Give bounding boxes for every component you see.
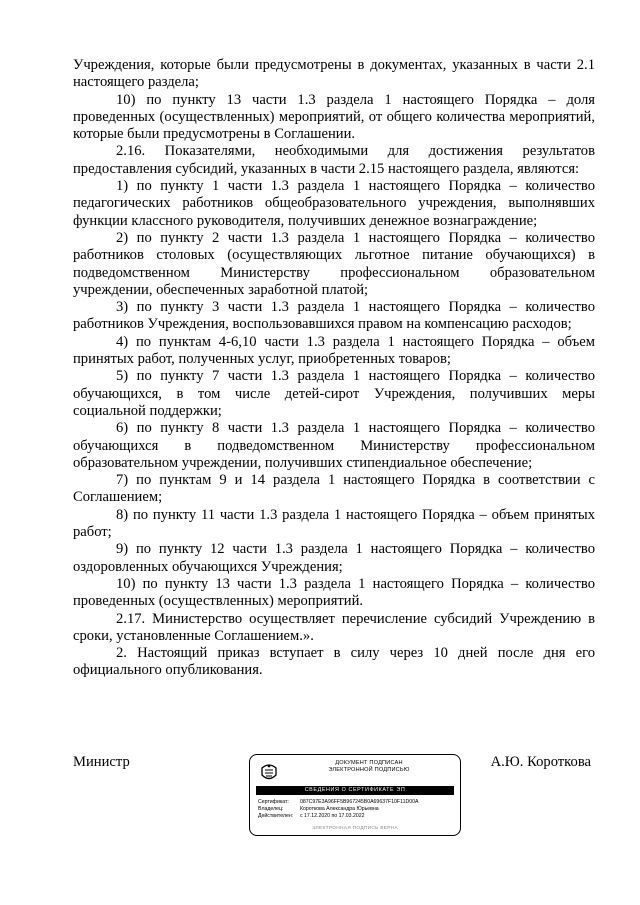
signer-name: А.Ю. Короткова	[490, 754, 591, 770]
paragraph: 9) по пункту 12 части 1.3 раздела 1 настоящего Порядка – количество оздоровленных обучающихся Учреждения;	[73, 541, 595, 575]
paragraph: 2) по пункту 2 части 1.3 раздела 1 настоящего Порядка – количество работников столовых (осуществляющих льготное питание обучающихся) в подведомственном Министерству профессиональном образовательном учреждении, обеспеченных заработной платой;	[73, 229, 595, 298]
document-body	[73, 57, 595, 680]
paragraph: 10) по пункту 13 части 1.3 раздела 1 настоящего Порядка – доля проведенных (осуществленных) мероприятий, от общего количества мероприятий, которые были предусмотрены в Соглашении.	[73, 91, 595, 143]
stamp-cert-value: 087C97E3A96FF5B967245B0A69637F10F11D00A	[300, 799, 419, 805]
paragraph: 2.17. Министерство осуществляет перечисление субсидий Учреждению в сроки, установленные Соглашением.».	[73, 610, 595, 644]
paragraph: 3) по пункту 3 части 1.3 раздела 1 настоящего Порядка – количество работников Учреждения, воспользовавшихся правом на компенсацию расходов;	[73, 299, 595, 333]
stamp-valid-label: Действителен:	[258, 813, 294, 819]
paragraph: 2.16. Показателями, необходимыми для достижения результатов предоставления субсидий, указанных в части 2.15 настоящего раздела, являются:	[73, 143, 595, 177]
stamp-footer: ЭЛЕКТРОННАЯ ПОДПИСЬ ВЕРНА	[311, 826, 399, 831]
paragraph: 7) по пунктам 9 и 14 раздела 1 настоящего Порядка в соответствии с Соглашением;	[73, 472, 595, 506]
emblem-icon	[258, 761, 280, 783]
paragraph: Учреждения, которые были предусмотрены в документах, указанных в части 2.1 настоящего раздела;	[73, 57, 595, 91]
paragraph: 1) по пункту 1 части 1.3 раздела 1 настоящего Порядка – количество педагогических работников общеобразовательного учреждения, выполнявших функции классного руководителя, получивших денежное вознаграждение;	[73, 178, 595, 229]
stamp-owner-row	[258, 806, 379, 812]
stamp-cert-label: Сертификат:	[258, 799, 289, 805]
stamp-bar: СВЕДЕНИЯ О СЕРТИФИКАТЕ ЭП	[256, 786, 454, 795]
stamp-header-line: ЭЛЕКТРОННОЙ ПОДПИСЬЮ	[328, 767, 410, 773]
paragraph: 8) по пункту 11 части 1.3 раздела 1 настоящего Порядка – объем принятых работ;	[73, 506, 595, 541]
stamp-owner-label: Владелец:	[258, 806, 284, 812]
paragraph: 6) по пункту 8 части 1.3 раздела 1 настоящего Порядка – количество обучающихся в подведомственном Министерству профессиональном образовательном учреждении, получивших стипендиальное обеспечение;	[73, 420, 595, 471]
stamp-valid-row	[258, 813, 365, 819]
signature-block	[73, 754, 595, 844]
stamp-header	[284, 760, 454, 774]
stamp-header-line: ДОКУМЕНТ ПОДПИСАН	[335, 760, 403, 766]
stamp-cert-row	[258, 799, 418, 805]
paragraph: 10) по пункту 13 части 1.3 раздела 1 настоящего Порядка – количество проведенных (осуществленных) мероприятий.	[73, 575, 595, 610]
paragraph: 2. Настоящий приказ вступает в силу через 10 дней после дня его официального опубликования.	[73, 645, 595, 679]
stamp-owner-value: Короткова Александра Юрьевна	[300, 806, 379, 812]
electronic-signature-stamp	[249, 754, 461, 836]
paragraph: 4) по пунктам 4-6,10 части 1.3 раздела 1 настоящего Порядка – объем принятых работ, полученных услуг, приобретенных товаров;	[73, 333, 595, 368]
signer-position: Министр	[73, 754, 130, 770]
stamp-valid-value: с 17.12.2020 по 17.03.2022	[300, 813, 365, 819]
paragraph: 5) по пункту 7 части 1.3 раздела 1 настоящего Порядка – количество обучающихся, в том числе детей-сирот Учреждения, получивших меры социальной поддержки;	[73, 368, 595, 419]
